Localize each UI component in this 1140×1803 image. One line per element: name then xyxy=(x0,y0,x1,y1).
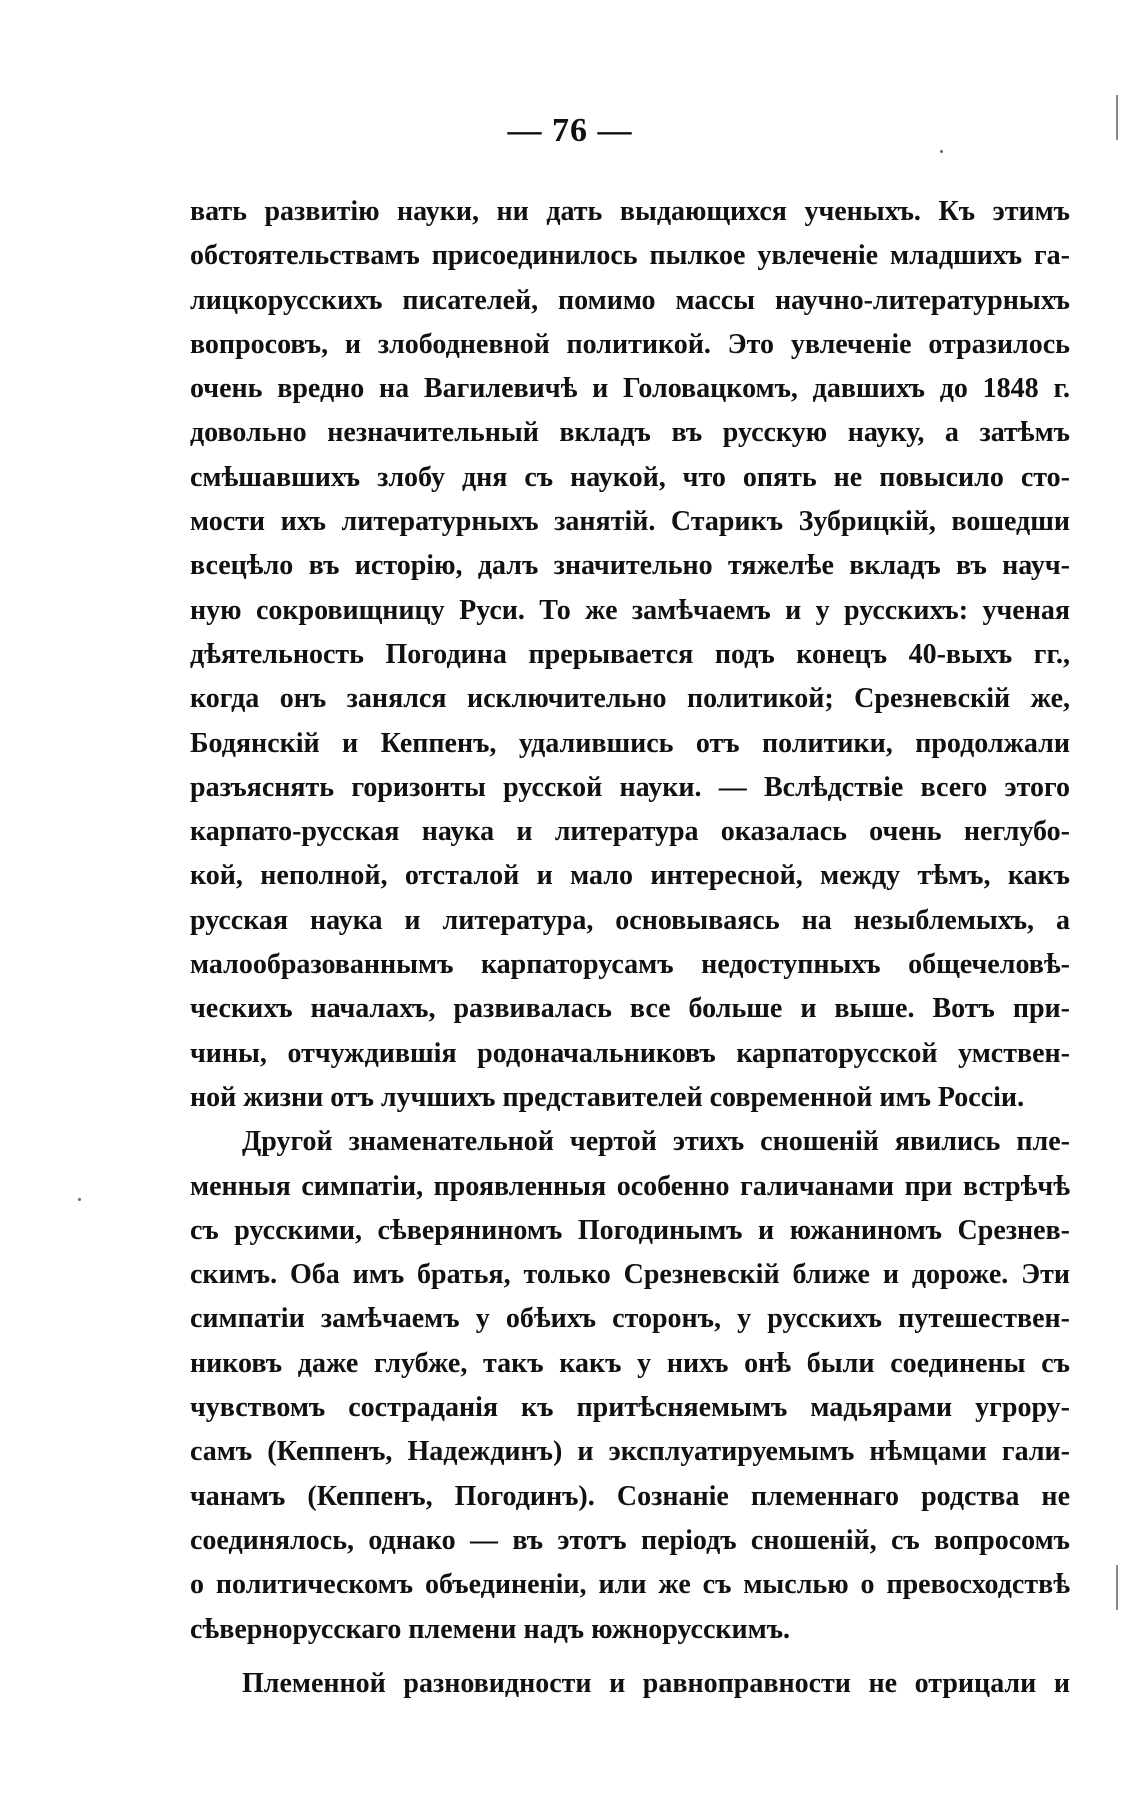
text-line: о политическомъ объединеніи, или же съ мыслью о превосходствѣ xyxy=(190,1569,1070,1601)
text-line: симпатіи замѣчаемъ у обѣихъ сторонъ, у русскихъ путешествен- xyxy=(190,1303,1070,1335)
text-line: мости ихъ литературныхъ занятій. Старикъ Зубрицкій, вошедши xyxy=(190,506,1070,538)
text-line: сѣвернорусскаго племени надъ южнорусскимъ. xyxy=(190,1613,791,1645)
text-line: чанамъ (Кеппенъ, Погодинъ). Сознаніе племеннаго родства не xyxy=(190,1480,1070,1512)
text-line: чувствомъ состраданія къ притѣсняемымъ мадьярами угрору- xyxy=(190,1392,1070,1424)
scan-edge-mark xyxy=(1116,95,1118,140)
text-line: когда онъ занялся исключительно политикой; Срезневскій же, xyxy=(190,683,1070,715)
text-line: скимъ. Оба имъ братья, только Срезневскій ближе и дороже. Эти xyxy=(190,1259,1070,1291)
text-line: всецѣло въ исторію, далъ значительно тяжелѣе вкладъ въ науч- xyxy=(190,550,1070,582)
text-line: Бодянскій и Кеппенъ, удалившись отъ политики, продолжали xyxy=(190,727,1070,759)
text-line: кой, неполной, отсталой и мало интересной, между тѣмъ, какъ xyxy=(190,860,1070,892)
text-line: лицкорусскихъ писателей, помимо массы научно-литературныхъ xyxy=(190,284,1070,316)
text-line: русская наука и литература, основываясь на незыблемыхъ, а xyxy=(190,904,1070,936)
text-line: обстоятельствамъ присоединилось пылкое увлеченіе младшихъ га- xyxy=(190,240,1070,272)
text-line: съ русскими, сѣверяниномъ Погодинымъ и южаниномъ Срезнев- xyxy=(190,1214,1070,1246)
scan-edge-mark xyxy=(1116,1565,1118,1610)
text-line: очень вредно на Вагилевичѣ и Головацкомъ, давшихъ до 1848 г. xyxy=(190,373,1070,405)
text-line: довольно незначительный вкладъ въ русскую науку, а затѣмъ xyxy=(190,417,1070,449)
text-line: смѣшавшихъ злобу дня съ наукой, что опять не повысило сто- xyxy=(190,461,1070,493)
text-line: ной жизни отъ лучшихъ представителей современной имъ Россіи. xyxy=(190,1081,1025,1113)
scan-speck xyxy=(78,1198,81,1201)
paragraph-start-line: Племенной разновидности и равноправности не отрицали и xyxy=(242,1667,1070,1699)
text-line: карпато-русская наука и литература оказалась очень неглубо- xyxy=(190,816,1070,848)
text-line: разъяснять горизонты русской науки. — Вслѣдствіе всего этого xyxy=(190,771,1070,803)
text-line: самъ (Кеппенъ, Надеждинъ) и эксплуатируемымъ нѣмцами гали- xyxy=(190,1436,1070,1468)
text-line: соединялось, однако — въ этотъ періодъ сношеній, съ вопросомъ xyxy=(190,1524,1070,1556)
text-line: ческихъ началахъ, развивалась все больше и выше. Вотъ при- xyxy=(190,993,1070,1025)
text-line: ную сокровищницу Руси. То же замѣчаемъ и у русскихъ: ученая xyxy=(190,594,1070,626)
paragraph-start-line: Другой знаменательной чертой этихъ сношеній явились пле- xyxy=(242,1126,1070,1158)
scan-speck xyxy=(940,150,943,153)
text-line: менныя симпатіи, проявленныя особенно галичанами при встрѣчѣ xyxy=(190,1170,1070,1202)
text-line: вать развитію науки, ни дать выдающихся ученыхъ. Къ этимъ xyxy=(190,196,1070,227)
text-line: чины, отчуждившія родоначальниковъ карпаторусской умствен- xyxy=(190,1037,1070,1069)
text-line: никовъ даже глубже, такъ какъ у нихъ онѣ были соединены съ xyxy=(190,1347,1070,1379)
text-line: малообразованнымъ карпаторусамъ недоступныхъ общечеловѣ- xyxy=(190,949,1070,981)
page-number: — 76 — xyxy=(507,112,633,149)
body-text xyxy=(190,190,1070,1706)
text-line: дѣятельность Погодина прерывается подъ конецъ 40-выхъ гг., xyxy=(190,638,1070,670)
text-line: вопросовъ, и злободневной политикой. Это увлеченіе отразилось xyxy=(190,328,1070,360)
